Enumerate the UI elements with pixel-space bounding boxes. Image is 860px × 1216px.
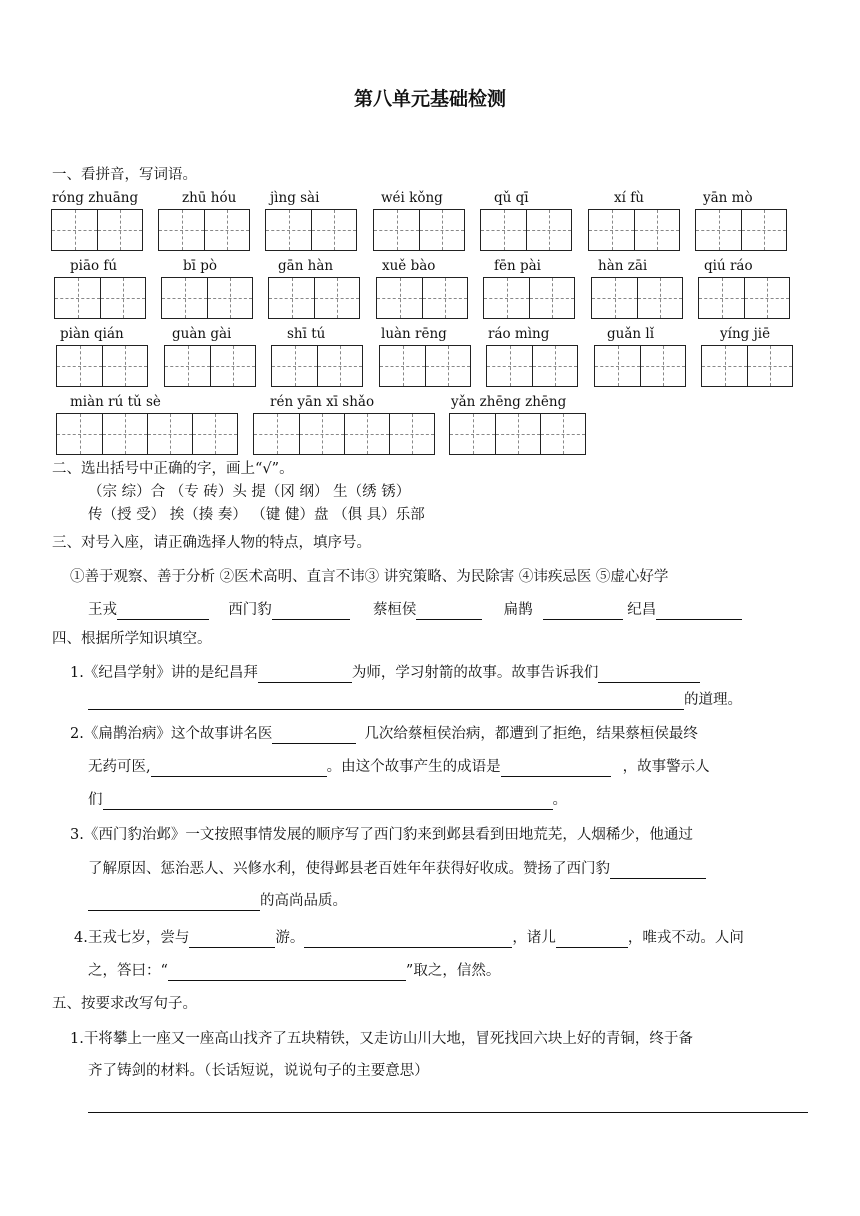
pinyin: rén yān xī shǎo	[270, 394, 375, 410]
writing-grid[interactable]	[51, 209, 143, 251]
writing-grid[interactable]	[480, 209, 572, 251]
pinyin: xuě bào	[382, 258, 436, 274]
question-4-3: 3.《西门豹治邺》一文按照事情发展的顺序写了西门豹来到邺县看到田地荒芜，人烟稀少，他通过	[70, 827, 693, 843]
answer-blank[interactable]	[88, 693, 684, 710]
answer-blank[interactable]	[272, 603, 350, 620]
pinyin: xí fù	[614, 190, 644, 206]
section-4-heading: 四、根据所学知识填空。	[52, 631, 212, 647]
writing-grid[interactable]	[56, 413, 238, 455]
writing-grid[interactable]	[56, 345, 148, 387]
name-label: 扁鹊	[503, 602, 533, 618]
question-4-2-cont2: 们 。	[88, 792, 567, 808]
writing-grid[interactable]	[588, 209, 680, 251]
pinyin: piàn qián	[60, 326, 124, 342]
writing-grid[interactable]	[161, 277, 253, 319]
pinyin: yíng jiē	[720, 326, 771, 342]
pinyin: shī tú	[287, 326, 326, 342]
writing-grid[interactable]	[253, 413, 435, 455]
writing-grid[interactable]	[265, 209, 357, 251]
pinyin: ráo mìng	[488, 326, 550, 342]
answer-blank[interactable]	[501, 760, 611, 777]
pinyin: qǔ qī	[494, 190, 529, 206]
writing-grid[interactable]	[54, 277, 146, 319]
answer-blank[interactable]	[598, 666, 700, 683]
question-5-1-cont: 齐了铸剑的材料。（长话短说，说说句子的主要意思）	[88, 1063, 429, 1079]
pinyin: hàn zāi	[598, 258, 648, 274]
answer-blank[interactable]	[656, 603, 742, 620]
pinyin: guàn gài	[172, 326, 232, 342]
writing-grid[interactable]	[268, 277, 360, 319]
pinyin: miàn rú tǔ sè	[70, 394, 161, 410]
question-4-4-cont: 之，答曰：“ ”取之，信然。	[88, 963, 501, 979]
writing-grid[interactable]	[486, 345, 578, 387]
writing-grid[interactable]	[698, 277, 790, 319]
writing-grid[interactable]	[379, 345, 471, 387]
answer-blank[interactable]	[556, 931, 628, 948]
answer-blank[interactable]	[543, 603, 623, 620]
question-4-4: 4.王戎七岁，尝与 游。 ，诸儿 ，唯戎不动。人问	[74, 930, 744, 946]
pinyin: qiú ráo	[704, 258, 753, 274]
name-blanks	[88, 600, 742, 620]
choice-line[interactable]: 传（授 受） 挨（揍 奏） （键 健）盘 （俱 具）乐部	[88, 507, 425, 523]
trait-options: ①善于观察、善于分析 ②医术高明、直言不讳③ 讲究策略、为民除害 ④讳疾忌医 ⑤虚心好学	[70, 569, 669, 585]
writing-grid[interactable]	[701, 345, 793, 387]
question-4-2: 2.《扁鹊治病》这个故事讲名医 几次给蔡桓侯治病，都遭到了拒绝，结果蔡桓侯最终	[70, 726, 698, 742]
section-1-heading: 一、看拼音，写词语。	[52, 167, 197, 183]
answer-blank[interactable]	[610, 862, 706, 879]
question-4-3-cont: 了解原因、惩治恶人、兴修水利，使得邺县老百姓年年获得好收成。赞扬了西门豹	[88, 859, 706, 879]
answer-blank[interactable]	[272, 727, 356, 744]
question-5-1: 1.干将攀上一座又一座高山找齐了五块精铁，又走访山川大地，冒死找回六块上好的青铜，终于备	[70, 1031, 693, 1047]
name-label: 蔡桓侯	[372, 602, 417, 618]
question-4-1-cont: 的道理。	[88, 690, 742, 710]
answer-blank[interactable]	[189, 931, 275, 948]
writing-grid[interactable]	[483, 277, 575, 319]
writing-grid[interactable]	[373, 209, 465, 251]
page-title: 第八单元基础检测	[353, 88, 506, 110]
answer-blank[interactable]	[416, 603, 482, 620]
section-2-heading: 二、选出括号中正确的字，画上“√”。	[52, 461, 294, 477]
answer-blank[interactable]	[88, 894, 260, 911]
question-4-2-cont: 无药可医, 。由这个故事产生的成语是 ，故事警示人	[88, 759, 710, 775]
pinyin: guǎn lǐ	[607, 326, 655, 342]
answer-line[interactable]	[88, 1112, 808, 1113]
pinyin: yǎn zhēng zhēng	[451, 394, 567, 410]
pinyin: yān mò	[703, 190, 753, 206]
writing-grid[interactable]	[376, 277, 468, 319]
choice-line[interactable]: （宗 综）合 （专 砖）头 提（冈 纲） 生（绣 锈）	[88, 484, 411, 500]
writing-grid[interactable]	[158, 209, 250, 251]
section-3-heading: 三、对号入座，请正确选择人物的特点，填序号。	[52, 535, 371, 551]
pinyin: wéi kǒng	[381, 190, 443, 206]
writing-grid[interactable]	[449, 413, 586, 455]
name-label: 王戎	[88, 602, 117, 618]
answer-blank[interactable]	[103, 793, 553, 810]
answer-blank[interactable]	[304, 931, 512, 948]
writing-grid[interactable]	[164, 345, 256, 387]
pinyin: zhū hóu	[182, 190, 237, 206]
name-label: 纪昌	[627, 602, 657, 618]
section-5-heading: 五、按要求改写句子。	[52, 996, 197, 1012]
pinyin: piāo fú	[70, 258, 118, 274]
question-4-3-cont2: 的高尚品质。	[88, 891, 347, 911]
pinyin: róng zhuāng	[52, 190, 139, 206]
pinyin: luàn rēng	[381, 326, 447, 342]
answer-blank[interactable]	[168, 964, 406, 981]
name-label: 西门豹	[228, 602, 272, 618]
writing-grid[interactable]	[695, 209, 787, 251]
writing-grid[interactable]	[591, 277, 683, 319]
pinyin: gān hàn	[278, 258, 334, 274]
writing-grid[interactable]	[271, 345, 363, 387]
writing-grid[interactable]	[594, 345, 686, 387]
pinyin: fēn pài	[494, 258, 541, 274]
answer-blank[interactable]	[151, 760, 327, 777]
pinyin: jìng sài	[270, 190, 320, 206]
pinyin: bī pò	[183, 258, 218, 274]
question-4-1: 1.《纪昌学射》讲的是纪昌拜 为师，学习射箭的故事。故事告诉我们	[70, 663, 700, 683]
answer-blank[interactable]	[117, 603, 209, 620]
answer-blank[interactable]	[258, 666, 352, 683]
